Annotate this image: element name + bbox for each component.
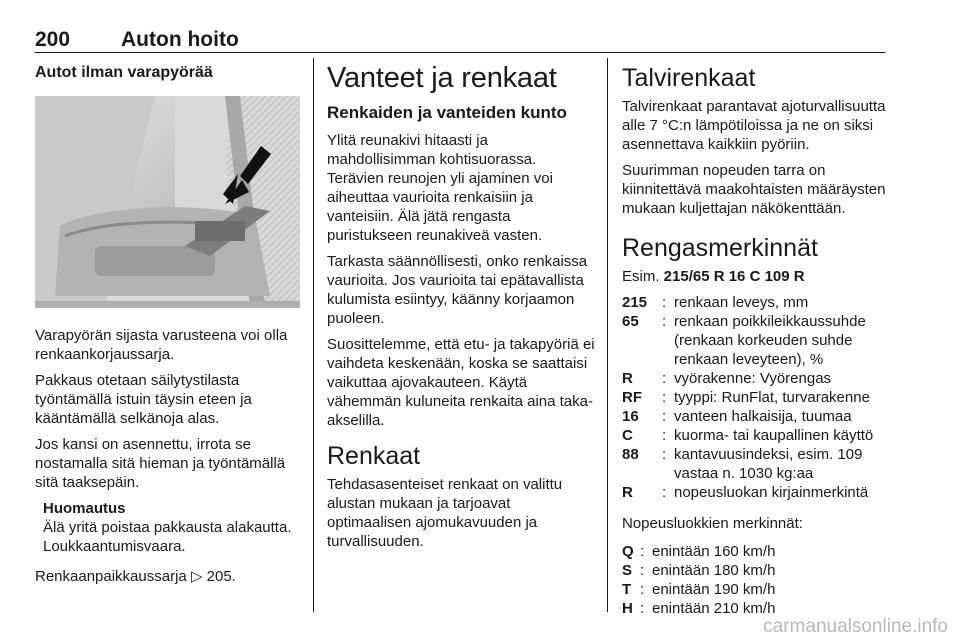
reference-page: 205. (206, 568, 236, 585)
list-item: H : enintään 210 km/h (622, 600, 776, 617)
paragraph: Tarkasta säännöllisesti, onko renkaissa vaurioita. Jos vaurioita tai epätavallista kulumista esiintyy, käänny korjaamon puoleen. (327, 253, 588, 327)
note-box (35, 499, 300, 556)
paragraph: Tehdasasenteiset renkaat on valittu alustan mukaan ja tarjoavat optimaalisen ajomukavuuden ja turvallisuuden. (327, 476, 563, 550)
page-header (35, 26, 885, 53)
section-heading: Autot ilman varapyörää (35, 64, 213, 81)
example-label: Esim. (622, 268, 660, 285)
paragraph: Nopeusluokkien merkinnät: (622, 515, 803, 532)
list-item: 215 : renkaan leveys, mm (622, 294, 809, 311)
section-title: Renkaat (327, 442, 421, 470)
paragraph: Varapyörän sijasta varusteena voi olla renkaankorjaussarja. (35, 327, 288, 363)
chapter-title: Vanteet ja renkaat (327, 62, 557, 94)
paragraph: Jos kansi on asennettu, irrota se nostamalla sitä hieman ja työntämällä sitä taaksepäin. (35, 436, 286, 491)
paragraph: Pakkaus otetaan säilytystilasta työntämällä istuin täysin eteen ja kääntämällä selkänoja alas. (35, 372, 252, 427)
watermark: carmanualsonline.info (763, 616, 948, 637)
example-line (622, 267, 897, 286)
tire-marking-list (622, 293, 897, 502)
page-title: Auton hoito (121, 28, 239, 51)
section-heading: Renkaiden ja vanteiden kunto (327, 103, 567, 122)
paragraph: Talvirenkaat parantavat ajoturvallisuutta alle 7 °C:n lämpötiloissa ja ne on siksi asennettava kaikkiin pyöriin. (622, 98, 886, 153)
list-item: T : enintään 190 km/h (622, 581, 776, 598)
column-divider (313, 58, 314, 612)
list-item: R : vyörakenne: Vyörengas (622, 370, 832, 387)
paragraph: Suurimman nopeuden tarra on kiinnitettävä maakohtaisten määräysten mukaan kuljettajan näkökenttään. (622, 162, 886, 217)
list-item: RF : tyyppi: RunFlat, turvarakenne (622, 389, 870, 406)
seat-storage-photo (35, 96, 300, 308)
page-number: 200 (35, 28, 71, 51)
section-title: Rengasmerkinnät (622, 234, 818, 262)
reference-text: Renkaanpaikkaussarja (35, 568, 187, 585)
page-reference-icon: ▷ (190, 568, 203, 585)
speed-class-list (622, 542, 897, 618)
column-divider (607, 58, 608, 612)
note-title: Huomautus (43, 500, 126, 517)
list-item: 16 : vanteen halkaisija, tuumaa (622, 408, 852, 425)
list-item: 65 : renkaan poikkileikkaussuhde (renkaan korkeuden suhde renkaan leveyteen), % (622, 313, 866, 368)
column-left (35, 58, 300, 612)
note-text: Älä yritä poistaa pakkausta alakautta. Loukkaantumisvaara. (43, 519, 292, 555)
column-middle (327, 58, 595, 612)
example-value: 215/65 R 16 C 109 R (663, 268, 805, 285)
list-item: Q : enintään 160 km/h (622, 543, 776, 560)
cross-reference[interactable] (35, 567, 300, 586)
list-item: R : nopeusluokan kirjainmerkintä (622, 484, 869, 501)
column-right (622, 58, 897, 617)
paragraph: Suosittelemme, että etu- ja takapyöriä ei vaihdeta keskenään, koska se saattaisi vaikuttaa ajovakauteen. Käytä vähemmän kuluneita renkaita aina taka-akselilla. (327, 336, 595, 429)
section-title: Talvirenkaat (622, 64, 756, 92)
list-item: C : kuorma- tai kaupallinen käyttö (622, 427, 874, 444)
paragraph: Ylitä reunakivi hitaasti ja mahdollisimman kohtisuorassa. Terävien reunojen yli ajaminen voi aiheuttaa vaurioita renkaisiin ja vanteisiin. Älä jätä rengasta puristukseen reunakiveä vasten. (327, 132, 553, 244)
list-item: 88 : kantavuusindeksi, esim. 109 vastaa n. 1030 kg:aa (622, 446, 863, 482)
list-item: S : enintään 180 km/h (622, 562, 776, 579)
